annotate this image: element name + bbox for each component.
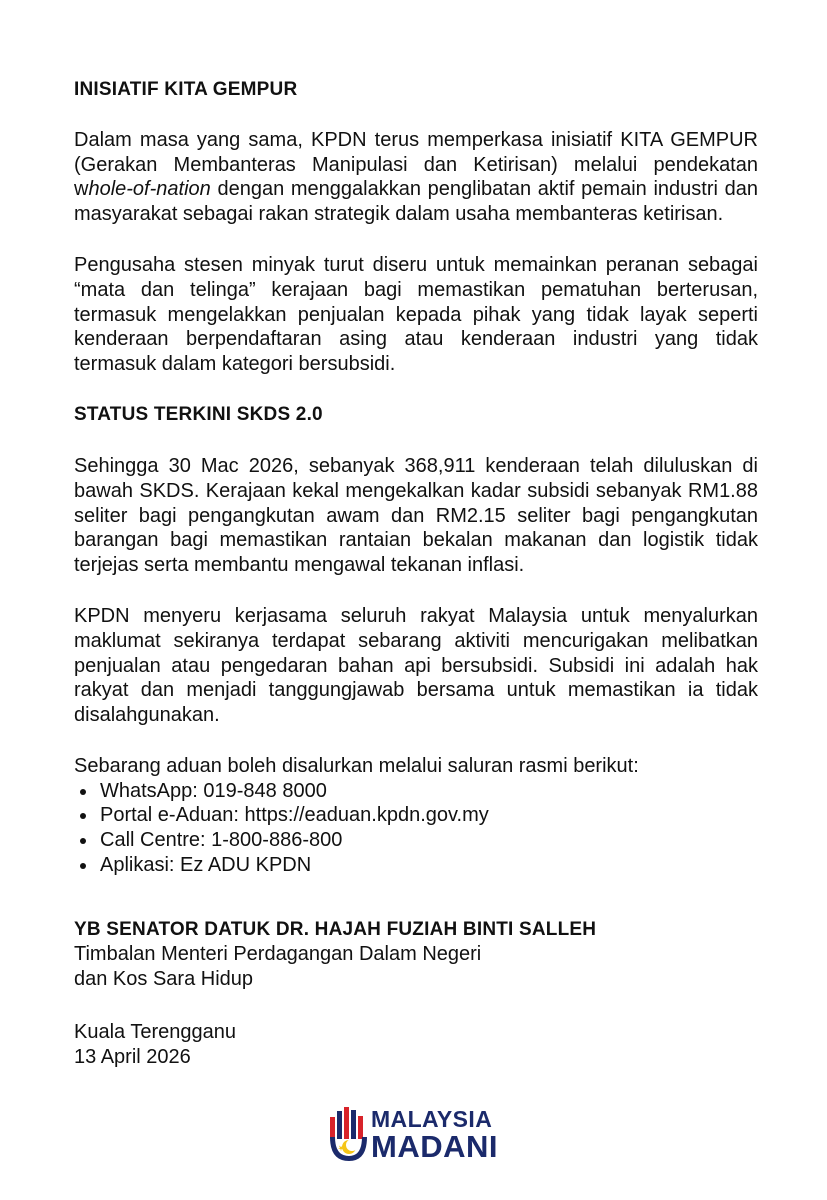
channel-portal[interactable]: Portal e-Aduan: https://eaduan.kpdn.gov.my [100,804,489,827]
statement-place: Kuala Terengganu [74,1021,236,1044]
signatory-name: YB SENATOR DATUK DR. HAJAH FUZIAH BINTI SALLEH [74,919,597,941]
statement-date: 13 April 2026 [74,1046,191,1069]
list-item [74,803,758,828]
press-statement [74,78,758,1070]
channel-whatsapp: WhatsApp: 019-848 8000 [100,779,327,802]
channel-app: Aplikasi: Ez ADU KPDN [100,853,312,876]
paragraph-status: Sehingga 30 Mac 2026, sebanyak 368,911 kenderaan telah diluluskan di bawah SKDS. Kerajaan kekal mengekalkan kadar subsidi sebanyak RM1.88 seliter bagi pengangkutan awam dan RM2.15 seliter bagi pengangkutan barangan bagi memastikan rantaian bekalan makanan dan logistik tidak terjejas serta membantu mengawal tekanan inflasi. [74,455,758,576]
paragraph-text: dengan menggalakkan penglibatan aktif pemain industri dan masyarakat sebagai rakan strategik dalam usaha membanteras ketirisan. [74,178,758,225]
bullet-icon [80,789,86,795]
bullet-icon [80,863,86,869]
list-item [74,779,758,804]
section-heading-kita-gempur: INISIATIF KITA GEMPUR [74,79,298,100]
signatory-title-line2: dan Kos Sara Hidup [74,967,254,990]
bullet-icon [80,813,86,819]
list-item [74,853,758,878]
section-heading-status-skds: STATUS TERKINI SKDS 2.0 [74,404,323,426]
logo-text-malaysia: MALAYSIA [371,1106,493,1132]
paragraph-text: Dalam masa yang sama, KPDN terus memperkasa inisiatif KITA GEMPUR (Gerakan Membanteras Manipulasi dan Ketirisan) melalui pendekatan w [74,129,758,201]
bullet-icon [80,838,86,844]
paragraph-kita-gempur [74,128,758,226]
paragraph-pengusaha: Pengusaha stesen minyak turut diseru untuk memainkan peranan sebagai “mata dan telinga” kerajaan bagi memastikan pematuhan berterusan, termasuk mengelakkan penjualan kepada pihak yang tidak layak seperti kenderaan berpendaftaran asing atau kenderaan industri yang tidak termasuk dalam kategori bersubsidi. [74,254,758,375]
logo-text-madani: MADANI [371,1129,498,1164]
paragraph-appeal: KPDN menyeru kerjasama seluruh rakyat Malaysia untuk menyalurkan maklumat sekiranya terdapat sebarang aktiviti mencurigakan melibatkan penjualan atau pengedaran bahan api bersubsidi. Subsidi ini adalah hak rakyat dan menjadi tanggungjawab bersama untuk memastikan ia tidak disalahgunakan. [74,605,758,726]
madani-hand-icon [327,1103,371,1165]
malaysia-madani-logo [327,1103,497,1165]
channel-call-centre: Call Centre: 1-800-886-800 [100,829,343,852]
signatory-title-line1: Timbalan Menteri Perdagangan Dalam Negeri [74,943,482,966]
list-item [74,828,758,853]
italic-term: hole-of-nation [88,178,211,201]
paragraph-complaint-intro: Sebarang aduan boleh disalurkan melalui saluran rasmi berikut: [74,755,639,778]
complaint-channel-list [74,779,758,877]
